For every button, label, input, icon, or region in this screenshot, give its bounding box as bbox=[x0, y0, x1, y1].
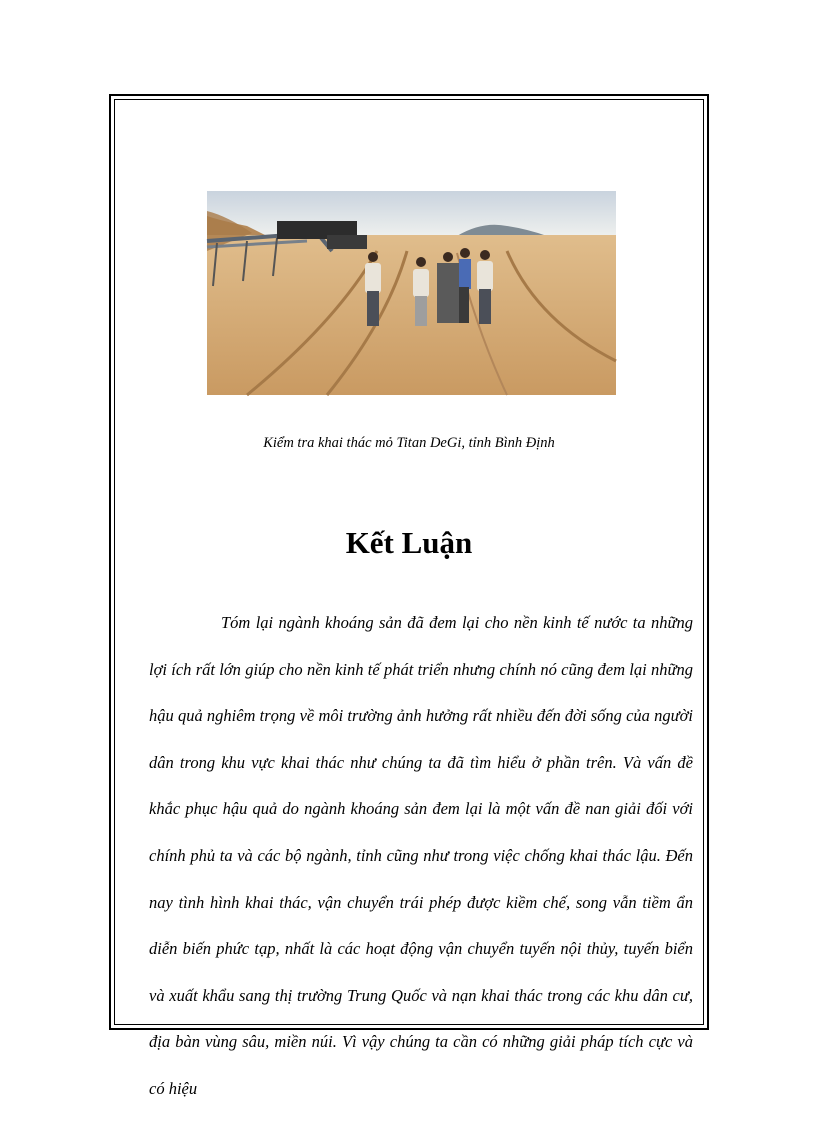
page-border-outer bbox=[109, 94, 709, 1098]
photo-caption: Kiểm tra khai thác mỏ Titan DeGi, tỉnh Bình Định bbox=[263, 435, 555, 451]
section-title: Kết Luận bbox=[345, 525, 473, 560]
mining-site-photo bbox=[207, 191, 616, 395]
page-border-inner bbox=[114, 99, 704, 1098]
paragraph-text: Tóm lại ngành khoáng sản đã đem lại cho nền kinh tế nước ta những lợi ích rất lớn giúp cho nền kinh tế phát triển nhưng chính nó cũng đem lại những hậu quả nghiêm trọng về môi trường ảnh hưởng rất nhiều đến đời sống của người dân trong khu vực khai thác như chúng ta đã tìm hiểu ở phần trên. Và vấn đề khắc phục hậu quả do ngành khoáng sản đem lại là một vấn đề nan giải đối với chính phủ ta và các bộ ngành, tỉnh cũng như trong việc chống khai thác lậu. Đến nay tình hình khai thác, vận chuyển trái phép được kiềm chế, song vẫn tiềm ẩn diễn biến phức tạp, nhất là các hoạt động vận chuyển tuyến nội thủy, tuyến biển và xuất khẩu sang thị trường Trung Quốc và nạn khai thác trong các khu dân cư, địa bàn vùng sâu, miền núi. Vì vậy chúng ta cần có những giải pháp tích cực và có hiệu bbox=[149, 613, 693, 1098]
body-paragraph bbox=[149, 600, 693, 1113]
